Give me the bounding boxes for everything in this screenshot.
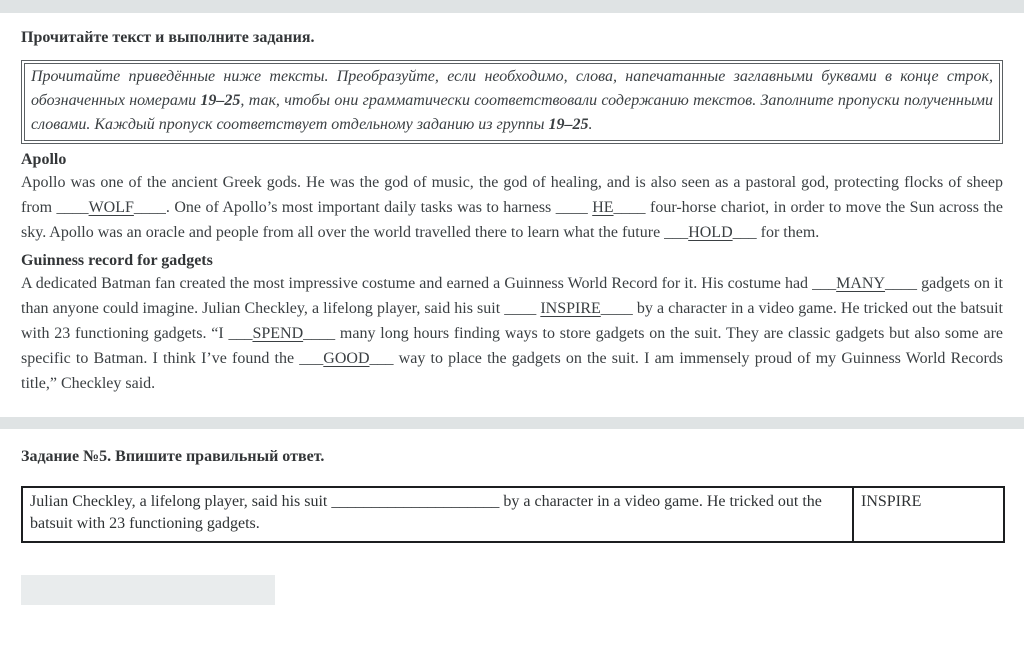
gap-keyword-he: HE [592, 199, 614, 216]
rubric-segment: Прочитайте приведённые ниже тексты. Преобразуйте, если необходимо, слова, напечатанные заглавными буквами в конце строк, обозначенных номерами [31, 68, 993, 109]
text-segment: A dedicated Batman fan created the most impressive costume and earned a Guinness World Record for it. His costume had ___ [21, 275, 837, 292]
section-divider-band [0, 417, 1024, 429]
rubric-task-range: 19–25 [200, 92, 241, 109]
text-title-guinness: Guinness record for gadgets [21, 252, 213, 269]
rubric-box [21, 60, 1003, 144]
gap-keyword-wolf: WOLF [88, 199, 134, 216]
text-segment: ____ by a character in a video game. He tricked out the batsuit with 23 functioning gadgets. “I ___ [21, 300, 1004, 342]
gap-keyword-inspire: INSPIRE [540, 300, 601, 317]
rubric-segment: . [588, 116, 593, 133]
rubric-text [24, 63, 1000, 141]
apollo-paragraph [21, 170, 1003, 245]
reading-section [0, 29, 1024, 396]
text-segment: ____ many long hours finding ways to store gadgets on the suit. They are classic gadgets but also some are specific to Batman. I think I’ve found the ___ [21, 325, 1003, 367]
top-divider-band [0, 0, 1024, 13]
question-cell: Julian Checkley, a lifelong player, said his suit _____________________ by a character in a video game. He tricked out the batsuit with 23 functioning gadgets. [22, 487, 853, 542]
answer-input[interactable] [21, 575, 275, 605]
gap-keyword-good: GOOD [323, 350, 370, 367]
text-segment: ___ way to place the gadgets on the suit. I am immensely proud of my Guinness World Records title,” Checkley said. [21, 350, 1004, 392]
task-section [0, 448, 1024, 605]
gap-keyword-many: MANY [836, 275, 886, 292]
text-segment: ____ gadgets on it than anyone could imagine. Julian Checkley, a lifelong player, said his suit ____ [21, 275, 1004, 317]
main-instruction-heading: Прочитайте текст и выполните задания. [21, 29, 315, 46]
gap-keyword-spend: SPEND [252, 325, 304, 342]
text-segment: ____. One of Apollo’s most important daily tasks was to harness ____ [133, 199, 593, 216]
table-row [22, 487, 1004, 542]
text-segment: Apollo was one of the ancient Greek gods. He was the god of music, the god of healing, and is also seen as a pastoral god, protecting flocks of sheep from ____ [21, 174, 1003, 216]
rubric-task-range: 19–25 [548, 116, 589, 133]
guinness-paragraph [21, 271, 1003, 396]
text-segment: ____ four-horse chariot, in order to move the Sun across the sky. Apollo was an oracle and people from all over the world travelled there to learn what the future ___ [21, 199, 1003, 241]
text-segment: ___ for them. [732, 224, 820, 241]
keyword-cell: INSPIRE [853, 487, 1004, 542]
task-table [21, 486, 1005, 543]
rubric-segment: , так, чтобы они грамматически соответствовали содержанию текстов. Заполните пропуски полученными словами. Каждый пропуск соответствует отдельному заданию из группы [31, 92, 994, 133]
task-heading: Задание №5. Впишите правильный ответ. [21, 448, 325, 465]
gap-keyword-hold: HOLD [688, 224, 733, 241]
text-title-apollo: Apollo [21, 151, 67, 168]
